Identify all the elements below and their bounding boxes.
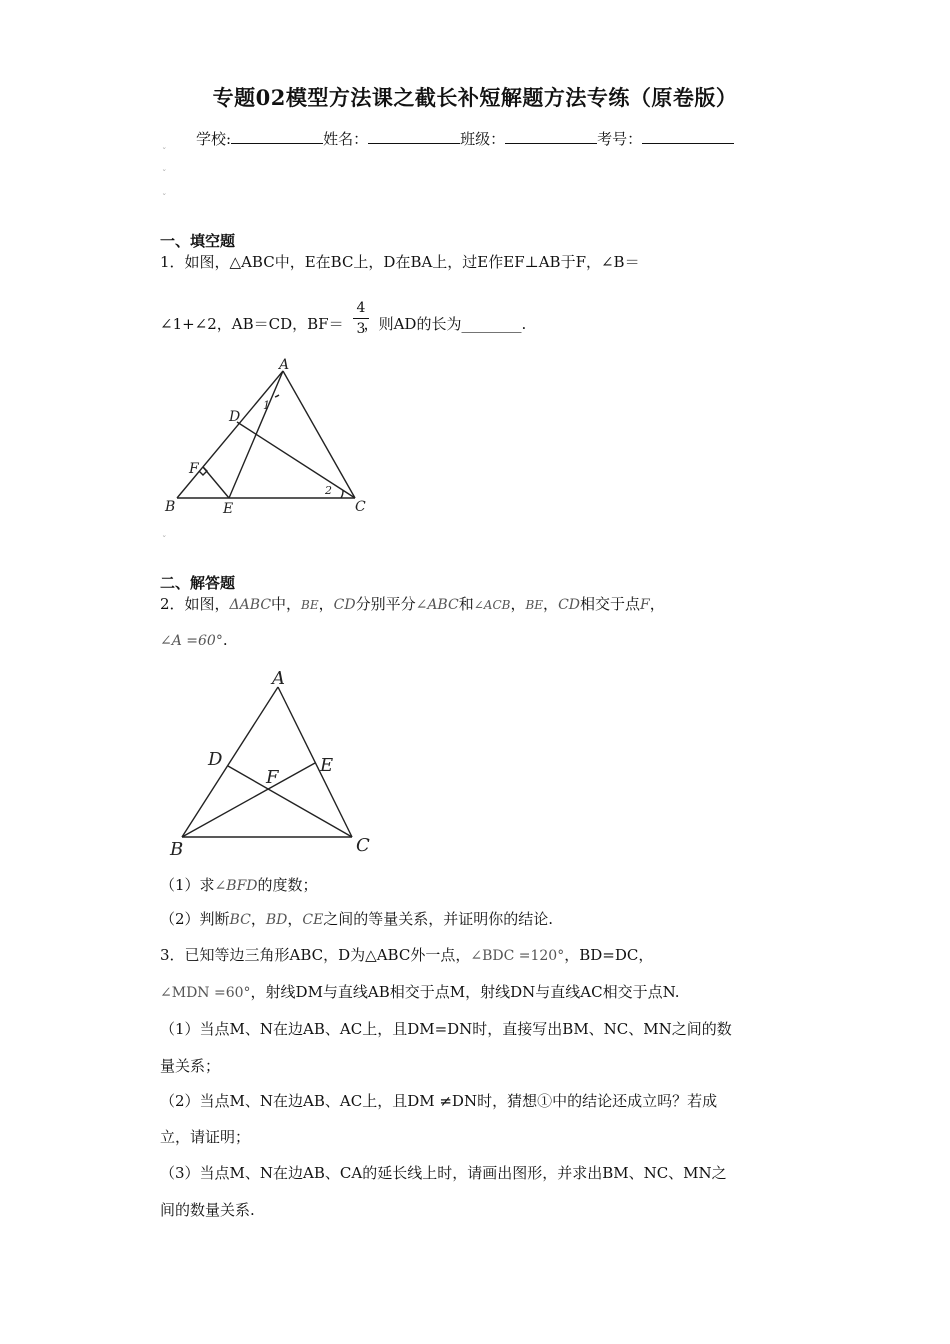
q2-angle-bfd: ∠BFD <box>214 878 258 894</box>
q3-line1 <box>160 948 653 963</box>
q2-be: BE <box>525 598 544 612</box>
label-E: E <box>223 501 234 517</box>
q2-be: BE <box>301 598 319 612</box>
para-mark: ˇ <box>162 148 167 158</box>
q2-text: 和 <box>458 595 474 613</box>
q3-angle-bdc: ∠BDC =120° <box>470 948 565 964</box>
label-B: B <box>170 839 184 860</box>
label-B: B <box>165 499 176 515</box>
label-D: D <box>208 749 223 770</box>
fraction-4-3 <box>353 300 369 337</box>
q3-text: ，BD=DC， <box>564 946 654 964</box>
q3-sub2-line2: 立，请证明； <box>160 1128 251 1146</box>
q2-triangle: ΔABC <box>229 597 272 613</box>
q2-angle-acb: ∠ACB <box>473 598 511 612</box>
q2-text: . <box>222 631 228 649</box>
para-mark: ˇ <box>162 536 167 546</box>
figure-1-triangle <box>155 355 385 525</box>
section-heading-solve: 二、解答题 <box>160 574 236 592</box>
q2-sub2-text: 之间的等量关系，并证明你的结论. <box>323 910 554 928</box>
q2-cd: CD <box>558 597 580 613</box>
q2-line1 <box>160 597 665 612</box>
name-label: 姓名： <box>323 130 369 148</box>
q3-sub3-line1: （3）当点M、N在边AB、CA的延长线上时，请画出图形，并求出BM、NC、MN之 <box>160 1164 727 1182</box>
angle-1-arc <box>275 395 279 397</box>
q2-sub2 <box>160 912 553 927</box>
q2-f: F <box>640 597 650 613</box>
q2-text: 中， <box>271 595 302 613</box>
q2-sub2-text: ， <box>250 910 266 928</box>
q2-cd: CD <box>333 597 356 613</box>
q2-bc: BC <box>229 912 251 928</box>
segment-AC <box>283 371 355 498</box>
q2-ce: CE <box>302 912 324 928</box>
q3-sub2-line1: （2）当点M、N在边AB、AC上，且DM ≠DN时，猜想①中的结论还成立吗？若成 <box>160 1092 718 1110</box>
exam-no-label: 考号： <box>597 130 643 148</box>
label-E: E <box>320 755 334 776</box>
class-label: 班级： <box>460 130 506 148</box>
q3-sub1-line2: 量关系； <box>160 1057 221 1075</box>
label-C: C <box>356 835 370 856</box>
q2-sub2-text: ， <box>287 910 303 928</box>
segment-AB <box>182 687 278 837</box>
segment-AC <box>278 687 352 837</box>
q2-text: ， <box>510 595 526 613</box>
q3-text: 3．已知等边三角形ABC，D为△ABC外一点， <box>160 946 471 964</box>
student-info <box>196 128 734 149</box>
q1-line2-b: ，则AD的长为________. <box>363 315 527 333</box>
q3-line2 <box>160 985 680 1000</box>
q2-text: 分别平分 <box>355 595 416 613</box>
q2-bd: BD <box>265 912 288 928</box>
q3-sub3-line2: 间的数量关系. <box>160 1201 255 1219</box>
q2-angle-a: ∠A =60° <box>160 633 223 649</box>
q2-text: ， <box>318 595 334 613</box>
segment-BE <box>182 763 315 837</box>
figure-2-triangle <box>160 665 380 860</box>
q1-line2 <box>160 317 526 332</box>
q3-sub1-line1: （1）当点M、N在边AB、AC上，且DM=DN时，直接写出BM、NC、MN之间的数 <box>160 1020 732 1038</box>
q2-angle-abc: ∠ABC <box>415 597 459 613</box>
angle-2-arc <box>341 490 343 498</box>
school-blank[interactable] <box>231 129 323 144</box>
q2-sub1 <box>160 878 318 893</box>
label-D: D <box>229 409 241 425</box>
label-A: A <box>279 357 290 373</box>
q2-sub1-text: 的度数； <box>257 876 318 894</box>
label-F: F <box>266 767 279 788</box>
exam-no-blank[interactable] <box>642 129 734 144</box>
label-angle-2: 2 <box>325 484 332 497</box>
q2-text: 相交于点 <box>580 595 641 613</box>
segment-BA <box>177 371 283 498</box>
q2-text: ， <box>649 595 665 613</box>
label-A: A <box>272 668 285 689</box>
frac-denominator: 3 <box>356 321 366 337</box>
segment-DC <box>237 422 355 498</box>
school-label: 学校: <box>196 130 232 148</box>
label-angle-1: 1 <box>263 399 270 412</box>
label-C: C <box>355 499 366 515</box>
q2-sub2-text: （2）判断 <box>160 910 230 928</box>
label-F: F <box>189 461 199 477</box>
para-mark: ˇ <box>162 194 167 204</box>
class-blank[interactable] <box>505 129 597 144</box>
frac-numerator: 4 <box>356 300 366 316</box>
name-blank[interactable] <box>368 129 460 144</box>
q2-number: 2．如图， <box>160 595 230 613</box>
q2-text: ， <box>543 595 559 613</box>
section-heading-fill-blank: 一、填空题 <box>160 232 236 250</box>
q1-line2-a: ∠1+∠2，AB＝CD，BF＝ <box>160 315 344 333</box>
q2-sub1-text: （1）求 <box>160 876 215 894</box>
page-title: 专题02模型方法课之截长补短解题方法专练（原卷版） <box>212 85 738 110</box>
para-mark: ˇ <box>162 170 167 180</box>
q3-angle-mdn: ∠MDN =60° <box>160 985 251 1001</box>
q2-line2 <box>160 633 228 648</box>
q3-text: ，射线DM与直线AB相交于点M，射线DN与直线AC相交于点N. <box>250 983 680 1001</box>
q1-line1: 1．如图，△ABC中，E在BC上，D在BA上，过E作EF⊥AB于F，∠B＝ <box>160 253 640 271</box>
frac-bar <box>353 318 369 319</box>
